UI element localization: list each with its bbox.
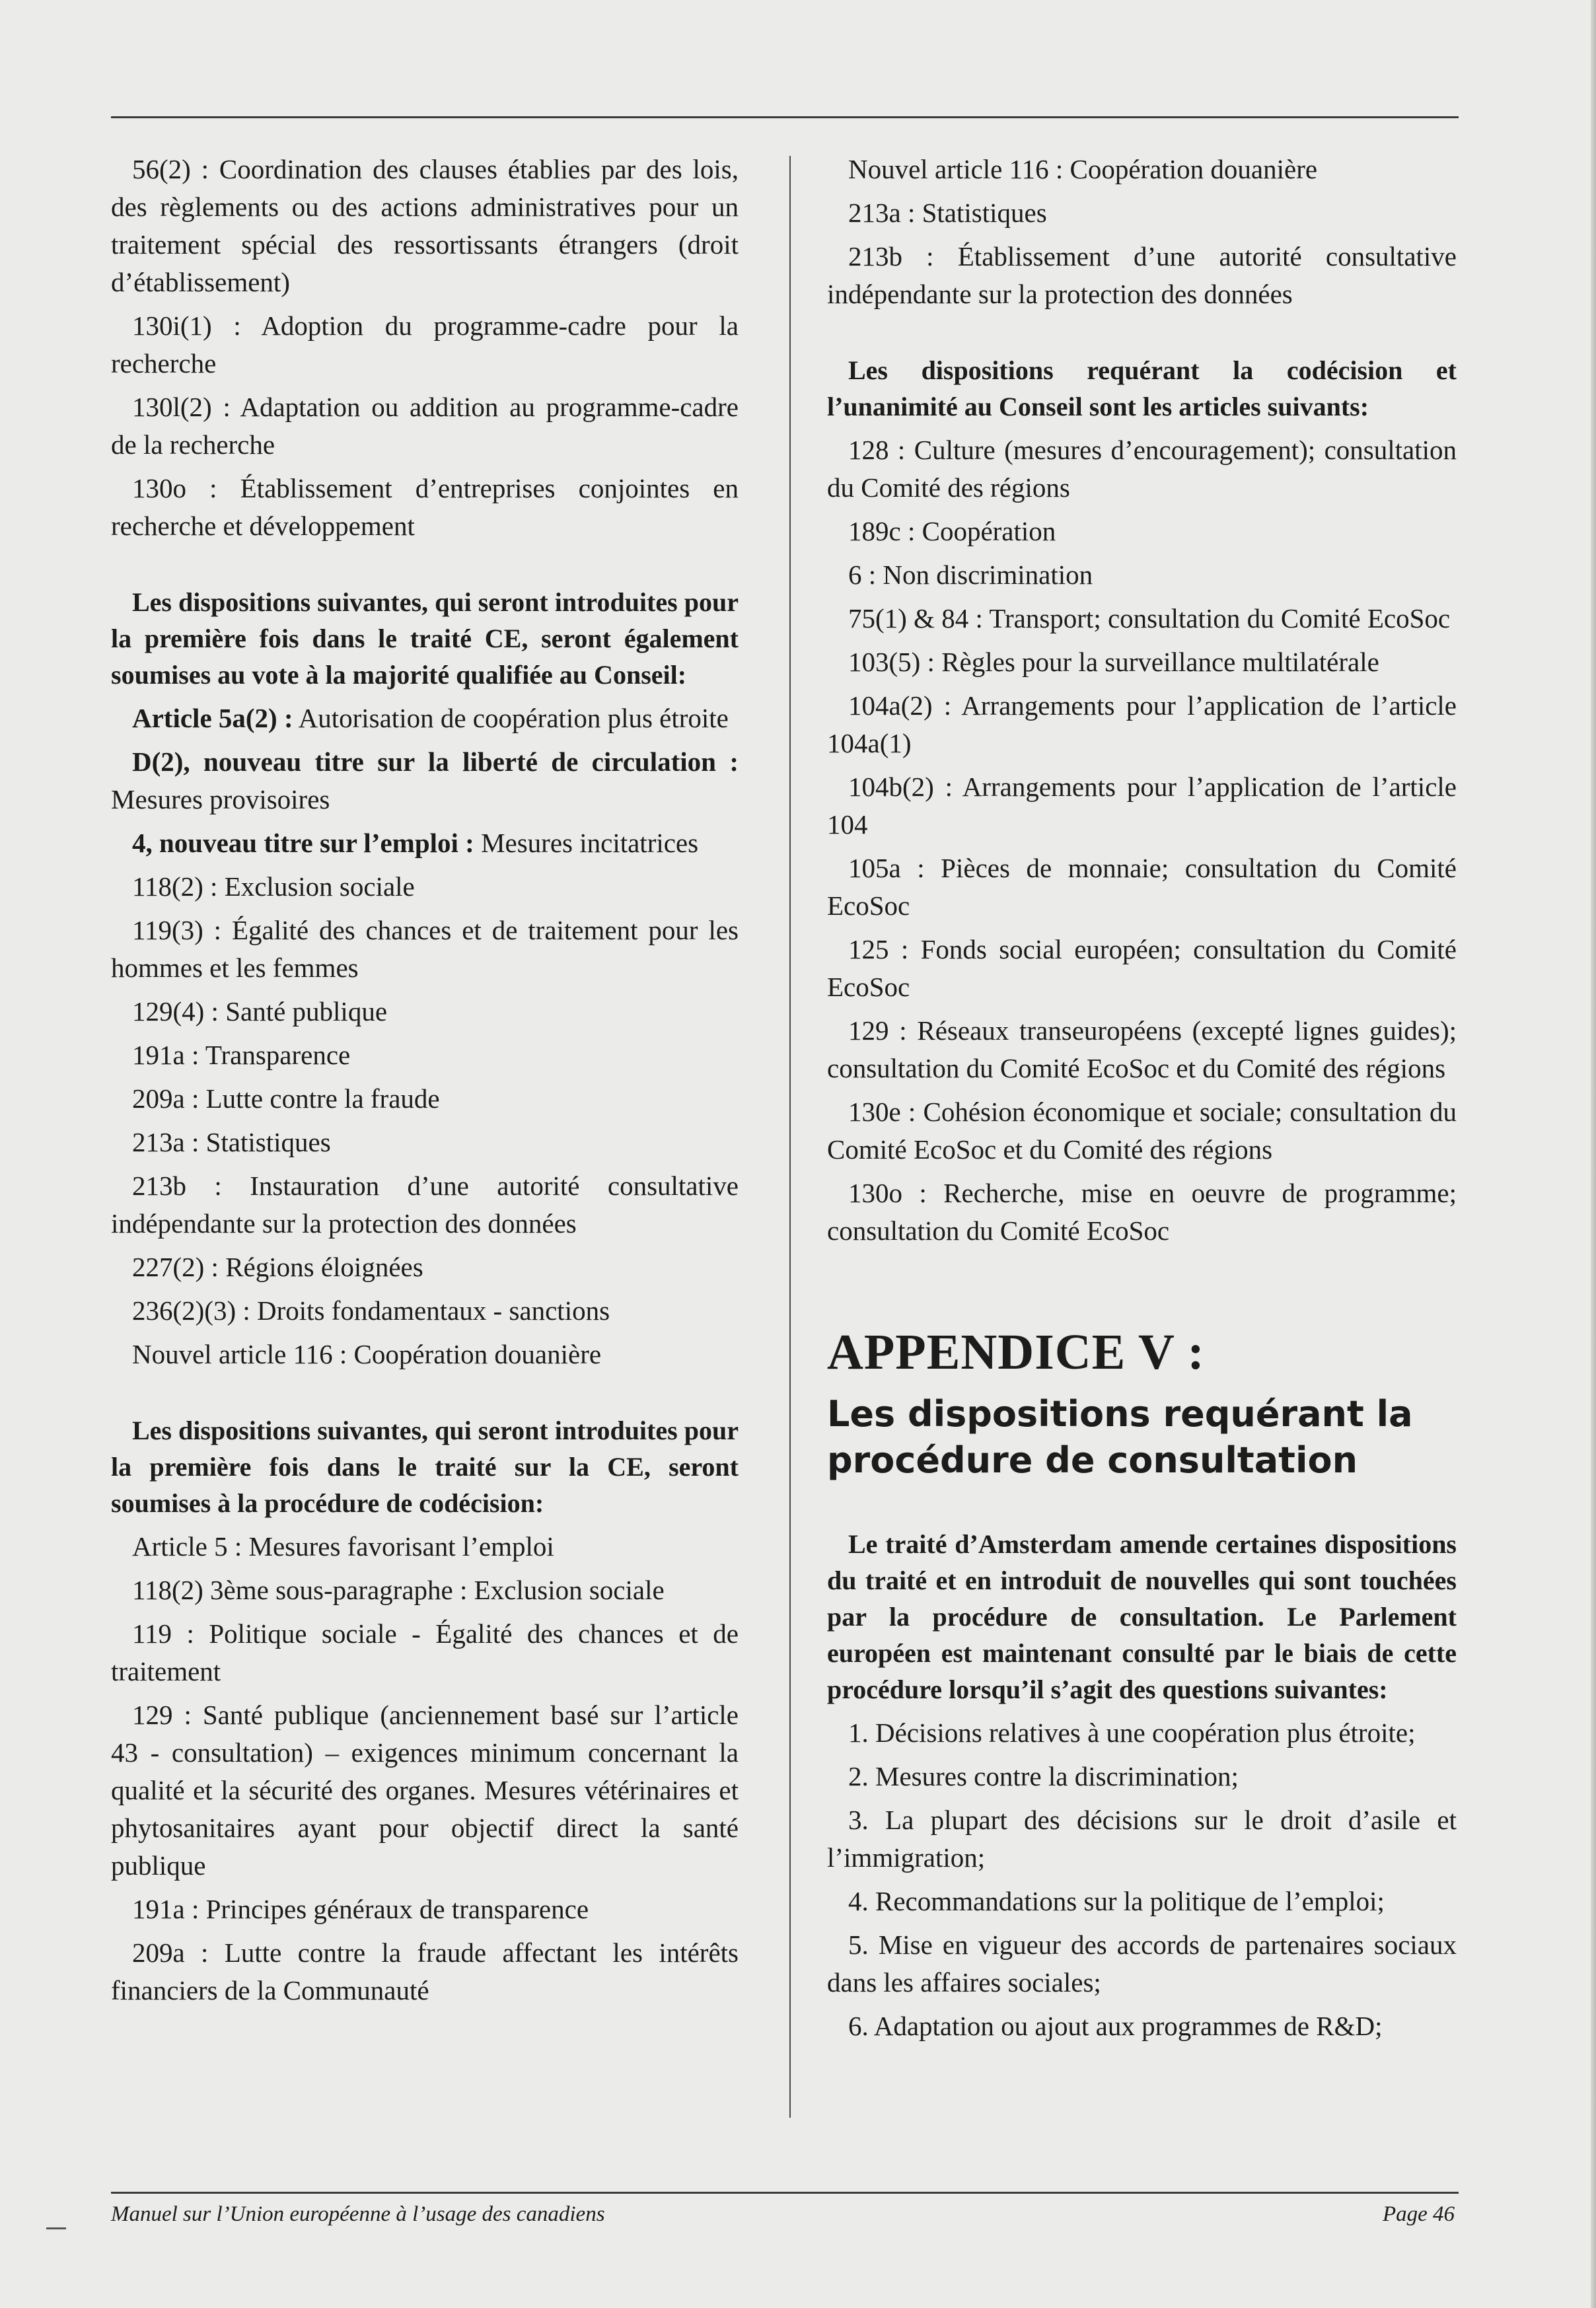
article-text: Politique sociale - Égalité des chances et de traitement [111,1618,739,1686]
article-text: Recherche, mise en oeuvre de programme; consultation du Comité EcoSoc [827,1178,1457,1246]
margin-mark [46,2227,66,2229]
article-code: 213b : [132,1171,222,1201]
article-text: Statistiques [922,198,1047,228]
article-text: Autorisation de coopération plus étroite [298,703,729,733]
article-item [827,849,1457,925]
article-code: 119 : [132,1618,194,1649]
article-item [827,931,1457,1006]
left-column [111,151,739,2015]
article-code: 129 : [848,1015,907,1046]
article-text: Santé publique [225,996,388,1027]
column-divider [789,156,791,2118]
article-text: Réseaux transeuropéens (excepté lignes guides); consultation du Comité EcoSoc et du Comité des régions [827,1015,1457,1083]
section-heading-codecision: Les dispositions suivantes, qui seront introduites pour la première fois dans le traité sur la CE, seront soumises à la procédure de codécision: [111,1416,739,1518]
article-item [111,1124,739,1161]
article-code: Article 5 : [132,1531,242,1562]
article-text: Établissement d’entreprises conjointes en recherche et développement [111,473,739,541]
article-code: 209a : [132,1083,200,1114]
article-item [827,151,1457,188]
article-item [111,151,739,301]
article-code: 236(2)(3) : [132,1295,250,1326]
article-code: 75(1) & 84 : [848,603,983,633]
article-code: Nouvel article 116 : [848,154,1064,184]
article-code: 104a(2) : [848,690,952,721]
article-item [111,700,739,737]
article-code: 209a : [132,1937,209,1968]
article-item [111,470,739,545]
appendix-list-item: 5. Mise en vigueur des accords de partenaires sociaux dans les affaires sociales; [827,1929,1457,1998]
article-text: Exclusion sociale [224,871,415,902]
article-text: Mesures favorisant l’emploi [248,1531,554,1562]
article-code: D(2), nouveau titre sur la liberté de circulation : [132,746,739,777]
article-code: 4, nouveau titre sur l’emploi : [132,828,474,858]
article-code: 118(2) 3ème sous-paragraphe : [132,1575,468,1605]
article-item [111,1891,739,1928]
article-item [111,388,739,464]
article-code: Nouvel article 116 : [132,1339,347,1369]
article-item [111,1080,739,1118]
article-item [111,912,739,987]
article-text: Fonds social européen; consultation du Comité EcoSoc [827,934,1457,1002]
appendix-list-item: 6. Adaptation ou ajout aux programmes de R&D; [848,2011,1383,2041]
article-item [111,1696,739,1885]
article-code: 128 : [848,435,906,465]
article-code: 130l(2) : [132,392,231,422]
article-code: 130o : [132,473,217,503]
article-code: 104b(2) : [848,772,953,802]
article-text: Lutte contre la fraude [205,1083,440,1114]
section-heading-qmv: Les dispositions suivantes, qui seront introduites pour la première fois dans le traité CE, seront également soumises au vote à la majorité qualifiée au Conseil: [111,587,739,690]
article-code: 227(2) : [132,1252,219,1282]
article-text: Transport; consultation du Comité EcoSoc [989,603,1451,633]
article-text: Non discrimination [883,559,1093,590]
article-code: 191a : [132,1040,200,1070]
article-item [111,1167,739,1243]
article-code: 130i(1) : [132,310,241,341]
article-text: Mesures provisoires [111,784,330,814]
appendix-list-item: 1. Décisions relatives à une coopération plus étroite; [848,1717,1416,1748]
article-text: Adoption du programme-cadre pour la recherche [111,310,739,379]
article-text: Lutte contre la fraude affectant les intérêts financiers de la Communauté [111,1937,739,2005]
article-item [111,1934,739,2009]
article-code: 130o : [848,1178,927,1208]
article-code: 213a : [848,198,916,228]
article-code: 213b : [848,241,934,271]
appendix-list-item: 4. Recommandations sur la politique de l’emploi; [848,1886,1385,1916]
article-text: Principes généraux de transparence [205,1894,589,1924]
article-code: Article 5a(2) : [132,703,293,733]
right-column [827,151,1457,2051]
header-rule [111,116,1459,118]
article-code: 56(2) : [132,154,209,184]
article-item [827,643,1457,681]
article-item [111,307,739,382]
article-item [827,1174,1457,1250]
article-item [827,238,1457,313]
article-text: Coordination des clauses établies par des lois, des règlements ou des actions administratives pour un traitement spécial des ressortissants étrangers (droit d’établissement) [111,154,739,297]
article-item [827,194,1457,232]
article-text: Coopération douanière [1070,154,1318,184]
article-text: Mesures incitatrices [481,828,699,858]
appendix-list-item: 3. La plupart des décisions sur le droit d’asile et l’immigration; [827,1805,1457,1873]
article-item [827,600,1457,637]
article-item [111,824,739,862]
article-text: Instauration d’une autorité consultative indépendante sur la protection des données [111,1171,739,1239]
appendix-intro: Le traité d’Amsterdam amende certaines dispositions du traité et en introduit de nouvelles qui sont touchées par la procédure de consultation. Le Parlement européen est maintenant consulté par le biais de cette procédure lorsqu’il s’agit des questions suivantes: [827,1529,1457,1704]
article-code: 103(5) : [848,647,935,677]
article-text: Arrangements pour l’application de l’article 104 [827,772,1457,840]
article-code: 125 : [848,934,909,964]
article-item [111,743,739,818]
article-text: Transparence [205,1040,351,1070]
article-item [111,1528,739,1566]
article-item [111,868,739,906]
article-item [827,431,1457,507]
article-text: Égalité des chances et de traitement pour les hommes et les femmes [111,915,739,983]
article-code: 130e : [848,1097,916,1127]
article-text: Statistiques [205,1127,331,1157]
page-edge [1591,0,1596,2308]
article-item [827,556,1457,594]
article-code: 191a : [132,1894,200,1924]
article-item [111,1292,739,1330]
article-code: 6 : [848,559,877,590]
article-item [111,1336,739,1373]
footer-rule [111,2192,1459,2194]
article-code: 189c : [848,516,916,546]
article-text: Arrangements pour l’application de l’article 104a(1) [827,690,1457,758]
article-item [111,1615,739,1690]
article-text: Culture (mesures d’encouragement); consultation du Comité des régions [827,435,1457,503]
article-code: 118(2) : [132,871,218,902]
article-item [111,993,739,1030]
article-text: Droits fondamentaux - sanctions [257,1295,610,1326]
article-item [827,513,1457,550]
article-text: Régions éloignées [225,1252,423,1282]
article-item [827,768,1457,844]
article-item [827,687,1457,762]
article-code: 213a : [132,1127,200,1157]
article-item [111,1571,739,1609]
article-item [111,1036,739,1074]
appendix-subtitle: Les dispositions requérant la procédure de consultation [827,1393,1413,1481]
article-text: Coopération douanière [353,1339,602,1369]
page-number: Page 46 [1382,2202,1455,2226]
article-code: 129 : [132,1700,192,1730]
article-code: 129(4) : [132,996,219,1027]
article-code: 105a : [848,853,925,883]
article-text: Règles pour la surveillance multilatérale [941,647,1379,677]
appendix-title: APPENDICE V : [827,1324,1205,1380]
footer-title: Manuel sur l’Union européenne à l’usage des canadiens [111,2202,605,2226]
article-text: Cohésion économique et sociale; consultation du Comité EcoSoc et du Comité des régions [827,1097,1457,1165]
article-text: Coopération [922,516,1056,546]
article-text: Exclusion sociale [474,1575,665,1605]
article-item [827,1012,1457,1087]
article-code: 119(3) : [132,915,222,945]
article-text: Santé publique (anciennement basé sur l’article 43 - consultation) – exigences minimum concernant la qualité et la sécurité des organes. Mesures vétérinaires et phytosanitaires ayant pour objectif direct la santé publique [111,1700,739,1881]
article-text: Pièces de monnaie; consultation du Comité EcoSoc [827,853,1457,921]
section-heading-unanimity: Les dispositions requérant la codécision et l’unanimité au Conseil sont les articles suivants: [827,355,1457,421]
appendix-list-item: 2. Mesures contre la discrimination; [848,1761,1239,1791]
article-text: Adaptation ou addition au programme-cadre de la recherche [111,392,739,460]
article-text: Établissement d’une autorité consultative indépendante sur la protection des données [827,241,1457,309]
article-item [111,1248,739,1286]
article-item [827,1093,1457,1169]
